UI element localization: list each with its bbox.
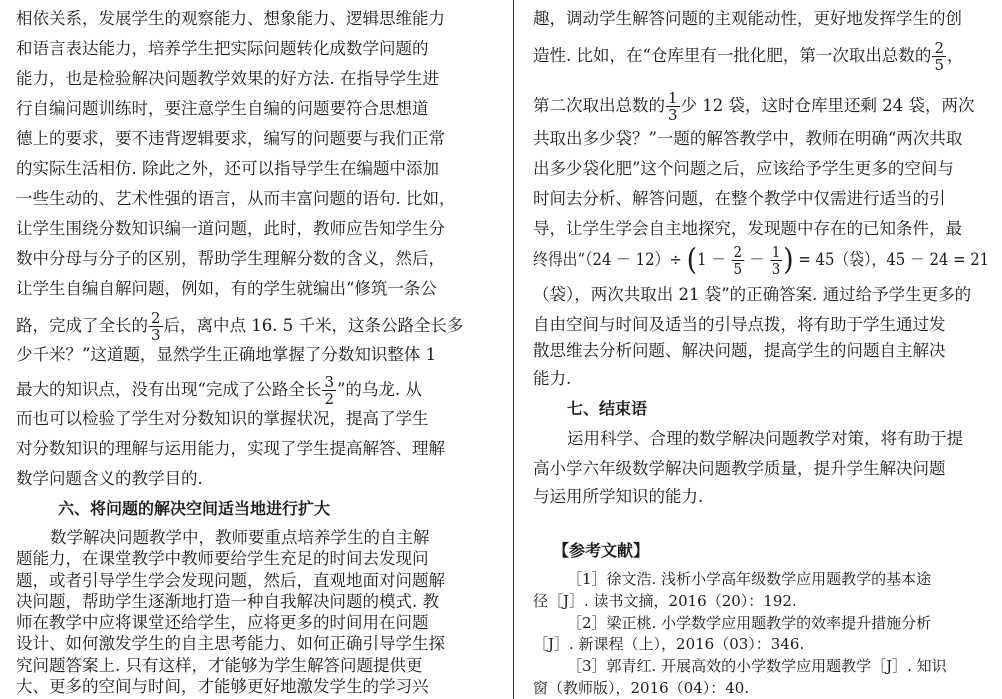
text-line: 决问题，帮助学生逐渐地打造一种自我解决问题的模式. 教 — [16, 591, 439, 611]
text-line: 德上的要求，要不违背逻辑要求，编写的问题要与我们正常 — [16, 129, 445, 148]
text-line: 题，或者引导学生学会发现问题，然后，直观地面对问题解 — [16, 570, 445, 590]
text-line: 题能力，在课堂教学中教师要给学生充足的时间去发现问 — [16, 549, 429, 569]
text-line: 行自编问题训练时，要注意学生自编的问题要符合思想道 — [16, 99, 429, 118]
fraction — [322, 374, 336, 407]
reference-line: 径［J］. 读书文摘，2016（20）：192. — [533, 591, 797, 610]
text-fragment: 少 12 袋，这时仓库里还剩 24 袋，两次 — [680, 96, 975, 115]
references-heading: 【参考文献】 — [553, 541, 650, 560]
text-line: （袋），两次共取出 21 袋”的正确答案. 通过给予学生更多的 — [533, 285, 972, 304]
text-line: 一些生动的、艺术性强的语言，从而丰富问题的语句. 比如， — [16, 189, 456, 208]
text-line-with-fraction — [16, 310, 464, 343]
fraction-denominator: 5 — [934, 56, 944, 74]
reference-line: ［1］徐文浩. 浅析小学高年级数学应用题教学的基本途 — [567, 570, 932, 588]
fraction-denominator: 5 — [733, 260, 743, 278]
reference-line: ［2］梁正桃. 小学数学应用题教学的效率提升措施分析 — [567, 613, 932, 632]
fraction-numerator: 2 — [733, 243, 743, 261]
fraction-numerator: 1 — [771, 243, 781, 261]
text-fragment: ， — [946, 46, 964, 65]
text-line: 与运用所学知识的能力. — [533, 487, 704, 506]
text-line-with-fraction — [16, 374, 422, 407]
text-line: 高小学六年级数学解决问题教学质量，提升学生解决问题 — [533, 459, 946, 478]
text-line: 设计、如何激发学生的自主思考能力、如何正确引导学生探 — [16, 634, 445, 654]
section-heading: 六、将问题的解决空间适当地进行扩大 — [58, 499, 331, 518]
text-line: 数学问题含义的教学目的. — [16, 469, 203, 488]
text-line: 数中分母与分子的区别，帮助学生理解分数的含义，然后， — [16, 249, 445, 268]
text-fragment: 造性. 比如，在“仓库里有一批化肥，第一次取出总数的 — [533, 46, 932, 65]
text-fragment: ”的乌龙. 从 — [336, 380, 422, 399]
reference-line: ［3］郭青红. 开展高效的小学数学应用题教学［J］. 知识 — [567, 657, 947, 676]
right-paren: ) — [783, 242, 794, 278]
text-line: 对分数知识的理解与运用能力，实现了学生提高解答、理解 — [16, 439, 445, 458]
fraction — [770, 244, 782, 277]
text-line: 少千米？”这道题，显然学生正确地掌握了分数知识整体 1 — [16, 345, 437, 364]
text-line: 让学生自编自解问题，例如，有的学生就编出“修筑一条公 — [16, 279, 437, 298]
text-line: 的实际生活相仿. 除此之外，还可以指导学生在编题中添加 — [16, 159, 439, 178]
fraction-denominator: 3 — [151, 326, 161, 344]
text-line: 能力. — [533, 369, 572, 388]
text-line: 共取出多少袋？”一题的解答教学中，教师在明确“两次共取 — [533, 129, 963, 148]
column-divider — [513, 0, 514, 699]
text-line-with-fraction — [533, 40, 963, 73]
text-line: 和语言表达能力，培养学生把实际问题转化成数学问题的 — [16, 39, 429, 58]
text-line: 趣，调动学生解答问题的主观能动性，更好地发挥学生的创 — [533, 9, 962, 28]
reference-line: ［J］. 新课程（上），2016（03）：346. — [533, 635, 805, 654]
formula-suffix: = 45（袋），45 － 24 = 21 — [798, 250, 990, 269]
text-line: 大、更多的空间与时间，才能够更好地激发学生的学习兴 — [16, 677, 429, 696]
fraction-numerator: 2 — [934, 39, 944, 57]
formula-prefix: 终得出“（24 － 12）÷ — [533, 250, 682, 269]
text-line: 而也可以检验了学生对分数知识的掌握状况，提高了学生 — [16, 409, 429, 428]
fraction — [732, 244, 744, 277]
text-fragment: 第二次取出总数的 — [533, 96, 665, 115]
text-line: 能力，也是检验解决问题教学效果的好方法. 在指导学生进 — [16, 69, 439, 88]
formula-minus: － — [749, 250, 765, 269]
text-line: 散思维去分析问题、解决问题，提高学生的问题自主解决 — [533, 341, 946, 360]
fraction-numerator: 3 — [324, 373, 334, 391]
text-line: 究问题答案上. 只有这样，才能够为学生解答问题提供更 — [16, 655, 423, 675]
text-line: 让学生围绕分数知识编一道问题，此时，教师应告知学生分 — [16, 219, 445, 238]
fraction-numerator: 2 — [151, 309, 161, 327]
text-line: 自由空间与时间及适当的引导点拨，将有助于学生通过发 — [533, 315, 946, 334]
fraction — [666, 90, 680, 123]
fraction — [932, 40, 946, 73]
formula-line — [533, 244, 989, 277]
fraction-numerator: 1 — [668, 89, 678, 107]
text-line: 出多少袋化肥”这个问题之后，应该给予学生更多的空间与 — [533, 159, 954, 178]
section-heading: 七、结束语 — [567, 399, 648, 418]
text-fragment: 后，离中点 16. 5 千米，这条公路全长多 — [163, 316, 464, 335]
text-line: 相依关系，发展学生的观察能力、想象能力、逻辑思维能力 — [16, 9, 445, 28]
reference-line: 窗（教师版），2016（04）：40. — [533, 679, 750, 697]
formula-one: 1 － — [697, 250, 727, 269]
fraction-denominator: 3 — [668, 106, 678, 124]
text-fragment: 最大的知识点，没有出现“完成了公路全长 — [16, 380, 322, 399]
left-paren: ( — [686, 242, 698, 278]
fraction — [149, 310, 163, 343]
text-line: 师在教学中应将课堂还给学生，应将更多的时间用在问题 — [16, 613, 429, 633]
fraction-denominator: 2 — [324, 390, 334, 408]
text-line-with-fraction — [533, 90, 975, 123]
text-line: 时间去分析、解答问题，在整个教学中仅需进行适当的引 — [533, 189, 946, 208]
text-line: 数学解决问题教学中，教师要重点培养学生的自主解 — [50, 528, 430, 547]
text-fragment: 路，完成了全长的 — [16, 316, 148, 335]
text-line: 导，让学生学会自主地探究，发现题中存在的已知条件，最 — [533, 219, 962, 238]
fraction-denominator: 3 — [771, 260, 781, 278]
text-line: 运用科学、合理的数学解决问题教学对策，将有助于提 — [567, 429, 963, 448]
